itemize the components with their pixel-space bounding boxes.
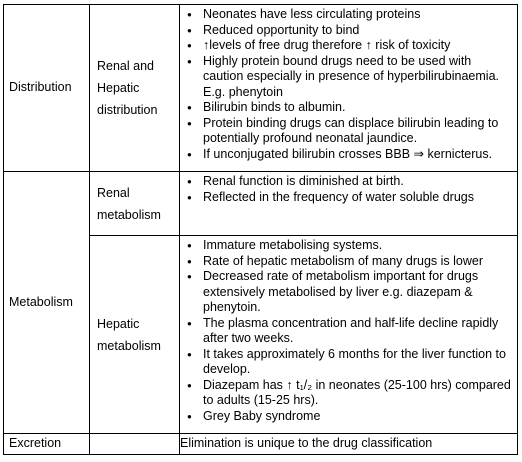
list-item: ● Rate of hepatic metabolism of many drugs is lower [203, 254, 515, 270]
subcategory-cell-renal-hepatic-distribution [90, 5, 180, 172]
subcategory-line: metabolism [97, 338, 161, 353]
table-row-excretion [4, 434, 518, 455]
list-item: ● Highly protein bound drugs need to be used with caution especially in presence of hyperbilirubinaemia. E.g. phenytoin [203, 54, 515, 101]
bullet-list [180, 174, 515, 205]
subcategory-line: Hepatic [97, 81, 140, 95]
table-row-renal-metabolism [4, 172, 518, 236]
subcategory-cell-empty [90, 434, 180, 455]
list-item: ● It takes approximately 6 months for the liver function to develop. [203, 347, 515, 378]
subcategory-line: Hepatic [97, 316, 140, 331]
table-row-distribution [4, 5, 518, 172]
subcategory-line: distribution [97, 103, 158, 117]
details-cell-hepatic-metabolism [180, 236, 518, 434]
list-item: ● If unconjugated bilirubin crosses BBB ⇒ kernicterus. [203, 147, 515, 163]
list-item: ● The plasma concentration and half-life decline rapidly after two weeks. [203, 316, 515, 347]
list-item: ● Bilirubin binds to albumin. [203, 100, 515, 116]
list-item: ● Grey Baby syndrome [203, 409, 515, 425]
subcategory-line: Renal and [97, 59, 154, 73]
category-cell-distribution: Distribution [4, 5, 90, 172]
category-cell-metabolism: Metabolism [4, 172, 90, 434]
details-cell-excretion: Elimination is unique to the drug classification [180, 434, 518, 455]
bullet-list [180, 238, 515, 424]
list-item: ● Reflected in the frequency of water soluble drugs [203, 190, 515, 206]
list-item: ● Diazepam has ↑ t₁/₂ in neonates (25-100 hrs) compared to adults (15-25 hrs). [203, 378, 515, 409]
subcategory-cell-renal-metabolism [90, 172, 180, 236]
category-cell-excretion: Excretion [4, 434, 90, 455]
details-cell-distribution [180, 5, 518, 172]
list-item: ● ↑levels of free drug therefore ↑ risk of toxicity [203, 38, 515, 54]
subcategory-line: metabolism [97, 207, 161, 222]
list-item: ● Neonates have less circulating proteins [203, 7, 515, 23]
list-item: ● Protein binding drugs can displace bilirubin leading to potentially profound neonatal jaundice. [203, 116, 515, 147]
list-item: ● Renal function is diminished at birth. [203, 174, 515, 190]
list-item: ● Reduced opportunity to bind [203, 23, 515, 39]
list-item: ● Decreased rate of metabolism important for drugs extensively metabolised by liver e.g. diazepam & phenytoin. [203, 269, 515, 316]
subcategory-cell-hepatic-metabolism [90, 236, 180, 434]
list-item: ● Immature metabolising systems. [203, 238, 515, 254]
subcategory-line: Renal [97, 185, 130, 200]
details-cell-renal-metabolism [180, 172, 518, 236]
pharmacokinetics-table [3, 4, 518, 455]
bullet-list [180, 7, 515, 162]
